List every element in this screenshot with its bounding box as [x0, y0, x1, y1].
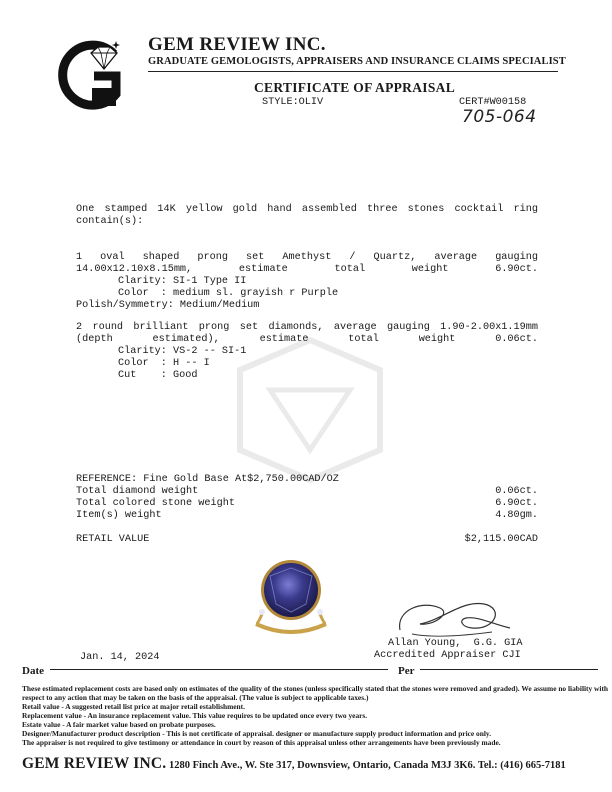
- disclaimer-estate: Estate value - A fair market value based on probate purposes.: [22, 720, 216, 729]
- date-rule: [50, 669, 388, 670]
- disclaimer-retail: Retail value - A suggested retail list price at major retail establishment.: [22, 702, 245, 711]
- diamond-weight-label: Total diamond weight: [76, 486, 199, 497]
- disclaimer-replacement: Replacement value - An insurance replacement value. This value requires to be updated once every two years.: [22, 711, 368, 720]
- item-description: One stamped 14K yellow gold hand assembled three stones cocktail ring contain(s):: [76, 204, 538, 227]
- footer: [22, 755, 566, 773]
- stone2-cut: Cut : Good: [118, 370, 198, 381]
- stone2-clarity: Clarity: VS-2 -- SI-1: [118, 346, 247, 357]
- date-label: Date: [22, 665, 44, 677]
- diamond-icon: [91, 47, 117, 69]
- stone2-color: Color : H -- I: [118, 358, 210, 369]
- retail-value-label: RETAIL VALUE: [76, 534, 150, 545]
- stone1-color: Color : medium sl. grayish r Purple: [118, 288, 339, 299]
- header-rule: [148, 71, 558, 72]
- reference-line: REFERENCE: Fine Gold Base At$2,750.00CAD/OZ: [76, 474, 339, 485]
- handwritten-number: 705-064: [462, 107, 537, 127]
- colored-weight-value: 6.90ct.: [495, 498, 538, 509]
- logo-emblem: [50, 36, 128, 114]
- appraiser-name: Allan Young, G.G. GIA: [388, 638, 523, 649]
- footer-address: 1280 Finch Ave., W. Ste 317, Downsview, Ontario, Canada M3J 3K6.: [169, 760, 476, 771]
- certificate-title: CERTIFICATE OF APPRAISAL: [254, 80, 455, 95]
- style-code: STYLE:OLIV: [262, 97, 324, 108]
- diamond-weight-value: 0.06ct.: [495, 486, 538, 497]
- colored-weight-label: Total colored stone weight: [76, 498, 235, 509]
- footer-company: GEM REVIEW INC.: [22, 755, 167, 772]
- item-weight-label: Item(s) weight: [76, 510, 162, 521]
- appraisal-date: Jan. 14, 2024: [80, 652, 160, 663]
- per-label: Per: [398, 665, 415, 677]
- appraiser-title: Accredited Appraiser CJI: [374, 650, 521, 661]
- item-weight-value: 4.80gm.: [495, 510, 538, 521]
- per-rule: [420, 669, 598, 670]
- company-subtitle: GRADUATE GEMOLOGISTS, APPRAISERS AND INSURANCE CLAIMS SPECIALIST: [148, 56, 566, 67]
- ring-photo: [248, 554, 334, 634]
- company-logo: [50, 36, 128, 114]
- disclaimer-testimony: The appraiser is not required to give testimony or attendance in court by reason of this appraisal unless other arrangements have been previously made.: [22, 738, 501, 747]
- disclaimer-designer: Designer/Manufacturer product description - This is not certificate of appraisal. designer or manufacture supply product information and price only.: [22, 729, 492, 738]
- stone1-summary: 1 oval shaped prong set Amethyst / Quartz, average gauging 14.00x12.10x8.15mm, estimate total weight 6.90ct.: [76, 252, 538, 275]
- cert-number: CERT#W00158: [459, 97, 527, 108]
- disclaimer-estimate: These estimated replacement costs are based only on estimates of the quality of the stones (unless specifically stated that the stones were removed and graded). We assume no liability with respect to any action that may be taken on the basis of the appraisal. (The value is subject to applicable taxes.): [22, 684, 609, 703]
- retail-value-amount: $2,115.00CAD: [464, 534, 538, 545]
- stone1-polish: Polish/Symmetry: Medium/Medium: [76, 300, 260, 311]
- stone1-clarity: Clarity: SI-1 Type II: [118, 276, 247, 287]
- company-name: GEM REVIEW INC.: [148, 34, 326, 55]
- stone2-summary: 2 round brilliant prong set diamonds, average gauging 1.90-2.00x1.19mm (depth estimated), estimate total weight 0.06ct.: [76, 322, 538, 345]
- footer-tel: Tel.: (416) 665-7181: [477, 760, 566, 771]
